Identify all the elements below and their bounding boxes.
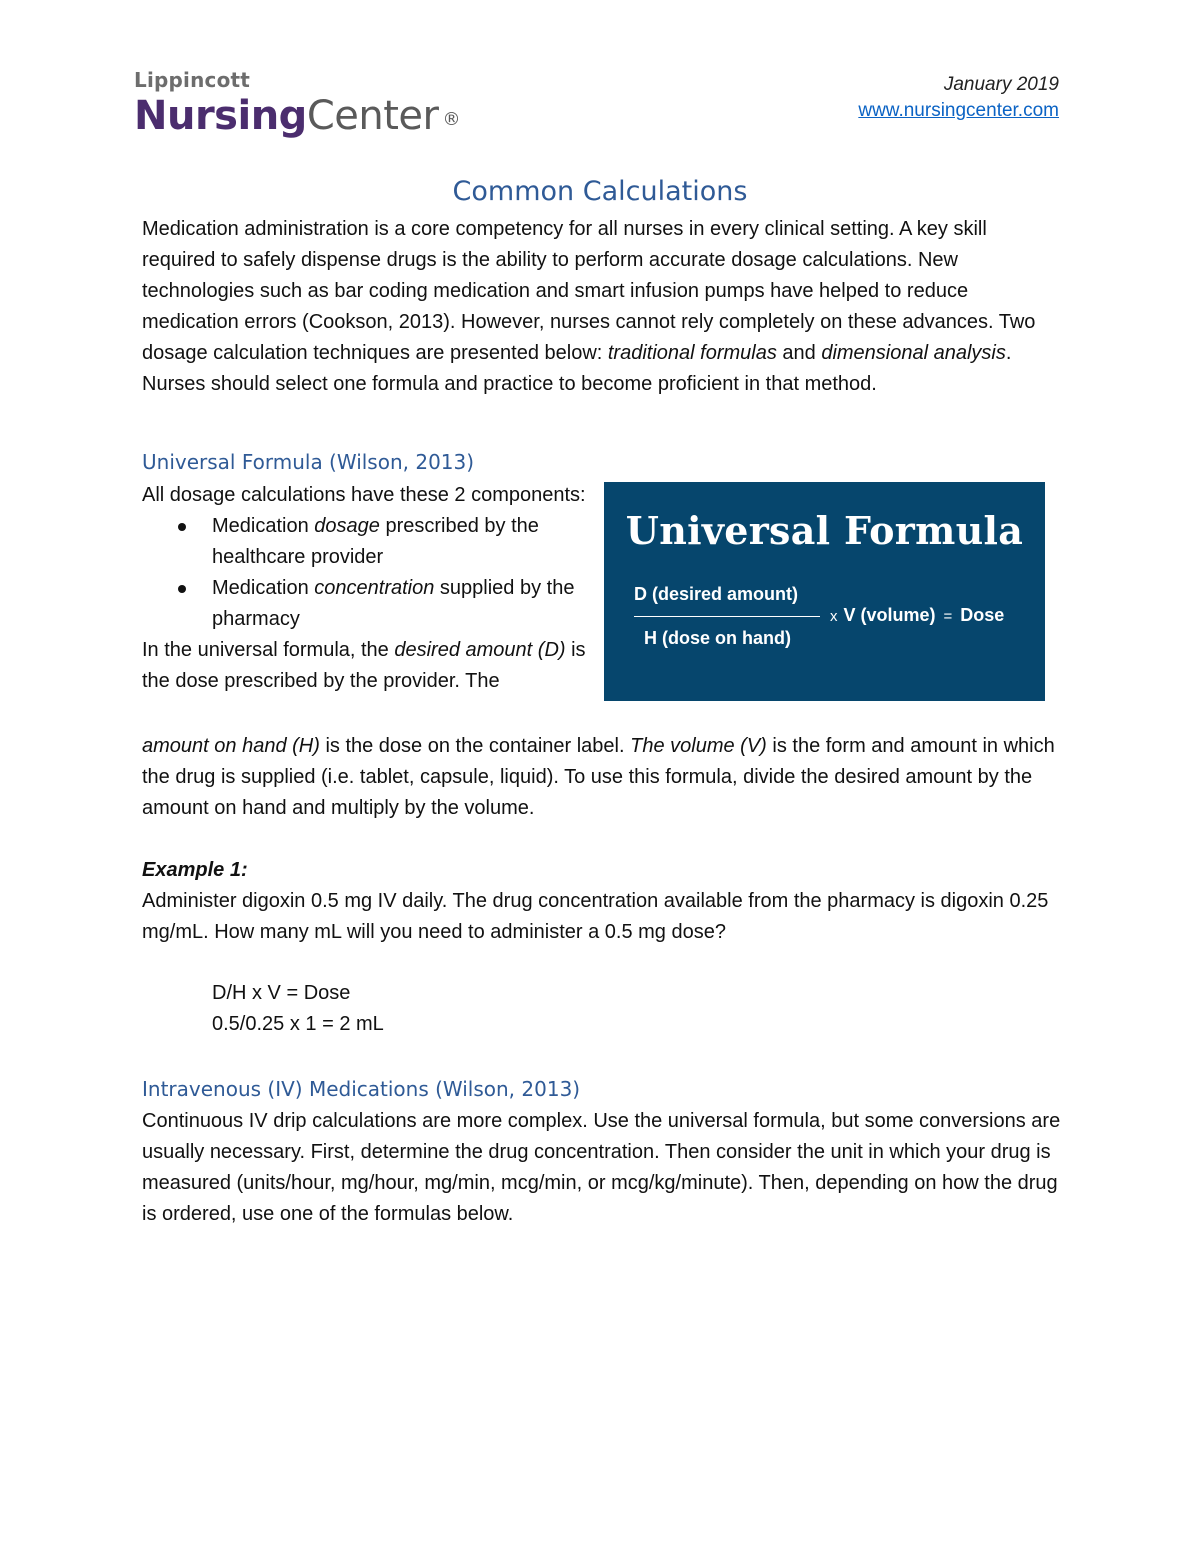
para-text: is the form and amount in which the drug is supplied (i.e. tablet, capsule, liquid). To use this formula, divide the desired amount by the amount on hand and multiply by the volume. bbox=[142, 735, 1055, 819]
logo-center: Center bbox=[306, 93, 439, 139]
equals-sign: = bbox=[943, 608, 953, 625]
formula-rhs bbox=[830, 605, 1004, 626]
header-date: January 2019 bbox=[943, 74, 1059, 95]
example-calculation bbox=[212, 978, 384, 1040]
formula-box-title: Universal Formula bbox=[625, 508, 1024, 553]
iv-paragraph: Continuous IV drip calculations are more complex. Use the universal formula, but some conversions are usually necessary. First, determine the drug concentration. Then consider the unit in which your drug is measured (units/hour, mg/hour, mg/min, mcg/min, or mcg/kg/minute). Then, depending on how the drug is ordered, use one of the formulas below. bbox=[142, 1110, 1061, 1225]
para-emphasis-on-hand: amount on hand (H) bbox=[142, 735, 320, 757]
universal-formula-graphic bbox=[604, 482, 1045, 701]
list-item bbox=[212, 573, 592, 635]
components-list bbox=[142, 511, 592, 635]
bullet-text: prescribed by the healthcare provider bbox=[212, 515, 539, 568]
logo-nursingcenter-text bbox=[134, 92, 460, 140]
example-label: Example 1: bbox=[142, 859, 248, 881]
website-link[interactable]: www.nursingcenter.com bbox=[858, 100, 1059, 121]
calc-line-2: 0.5/0.25 x 1 = 2 mL bbox=[212, 1013, 384, 1035]
fraction-line bbox=[634, 616, 820, 617]
bullet-text: Medication bbox=[212, 577, 315, 599]
universal-para-start bbox=[142, 635, 592, 697]
page-title: Common Calculations bbox=[452, 176, 748, 207]
para-emphasis-desired: desired amount (D) bbox=[394, 639, 566, 661]
para-text: is the dose on the container label. bbox=[319, 735, 631, 757]
intro-paragraph bbox=[142, 214, 1062, 400]
calc-line-1: D/H x V = Dose bbox=[212, 982, 351, 1004]
bullet-text: supplied by the pharmacy bbox=[212, 577, 575, 630]
iv-medications-heading: Intravenous (IV) Medications (Wilson, 2013) bbox=[142, 1077, 581, 1101]
intro-emphasis-dimensional: dimensional analysis bbox=[821, 342, 1006, 364]
intro-text-2: . Nurses should select one formula and practice to become proficient in that method. bbox=[142, 342, 1012, 395]
formula-volume: V (volume) bbox=[843, 605, 936, 625]
intro-text-and: and bbox=[776, 342, 822, 364]
logo-nursing: Nursing bbox=[134, 93, 307, 139]
list-item bbox=[212, 511, 592, 573]
formula-numerator: D (desired amount) bbox=[634, 584, 799, 604]
bullet-text: Medication bbox=[212, 515, 315, 537]
bullet-emphasis: concentration bbox=[314, 577, 435, 599]
para-emphasis-volume: The volume (V) bbox=[630, 735, 767, 757]
example-text: Administer digoxin 0.5 mg IV daily. The drug concentration available from the pharmacy is digoxin 0.25 mg/mL. How many mL will you need to administer a 0.5 mg dose? bbox=[142, 890, 1049, 943]
registered-mark: ® bbox=[442, 109, 460, 130]
bullet-emphasis: dosage bbox=[314, 515, 380, 537]
universal-formula-heading: Universal Formula (Wilson, 2013) bbox=[142, 450, 475, 474]
intro-text-1: Medication administration is a core competency for all nurses in every clinical setting. A key skill required to safely dispense drugs is the ability to perform accurate dosage calculations. New technologies such as bar coding medication and smart infusion pumps have helped to reduce medication errors (Cookson, 2013). However, nurses cannot rely completely on these advances. Two dosage calculation techniques are presented below: bbox=[142, 218, 1036, 364]
logo-lippincott-text: Lippincott bbox=[134, 68, 251, 92]
times-sign: x bbox=[830, 608, 838, 625]
para-text: In the universal formula, the bbox=[142, 639, 395, 661]
universal-formula-intro bbox=[142, 480, 592, 697]
formula-denominator: H (dose on hand) bbox=[644, 628, 791, 648]
universal-para-continued bbox=[142, 731, 1062, 824]
components-lead: All dosage calculations have these 2 components: bbox=[142, 484, 586, 506]
header-info bbox=[858, 72, 1059, 124]
bullet-icon bbox=[178, 585, 186, 593]
formula-result: Dose bbox=[960, 605, 1005, 625]
nursingcenter-logo bbox=[134, 68, 460, 148]
bullet-icon bbox=[178, 523, 186, 531]
para-text: is the dose prescribed by the provider. The bbox=[142, 639, 586, 692]
intro-emphasis-traditional: traditional formulas bbox=[607, 342, 777, 364]
